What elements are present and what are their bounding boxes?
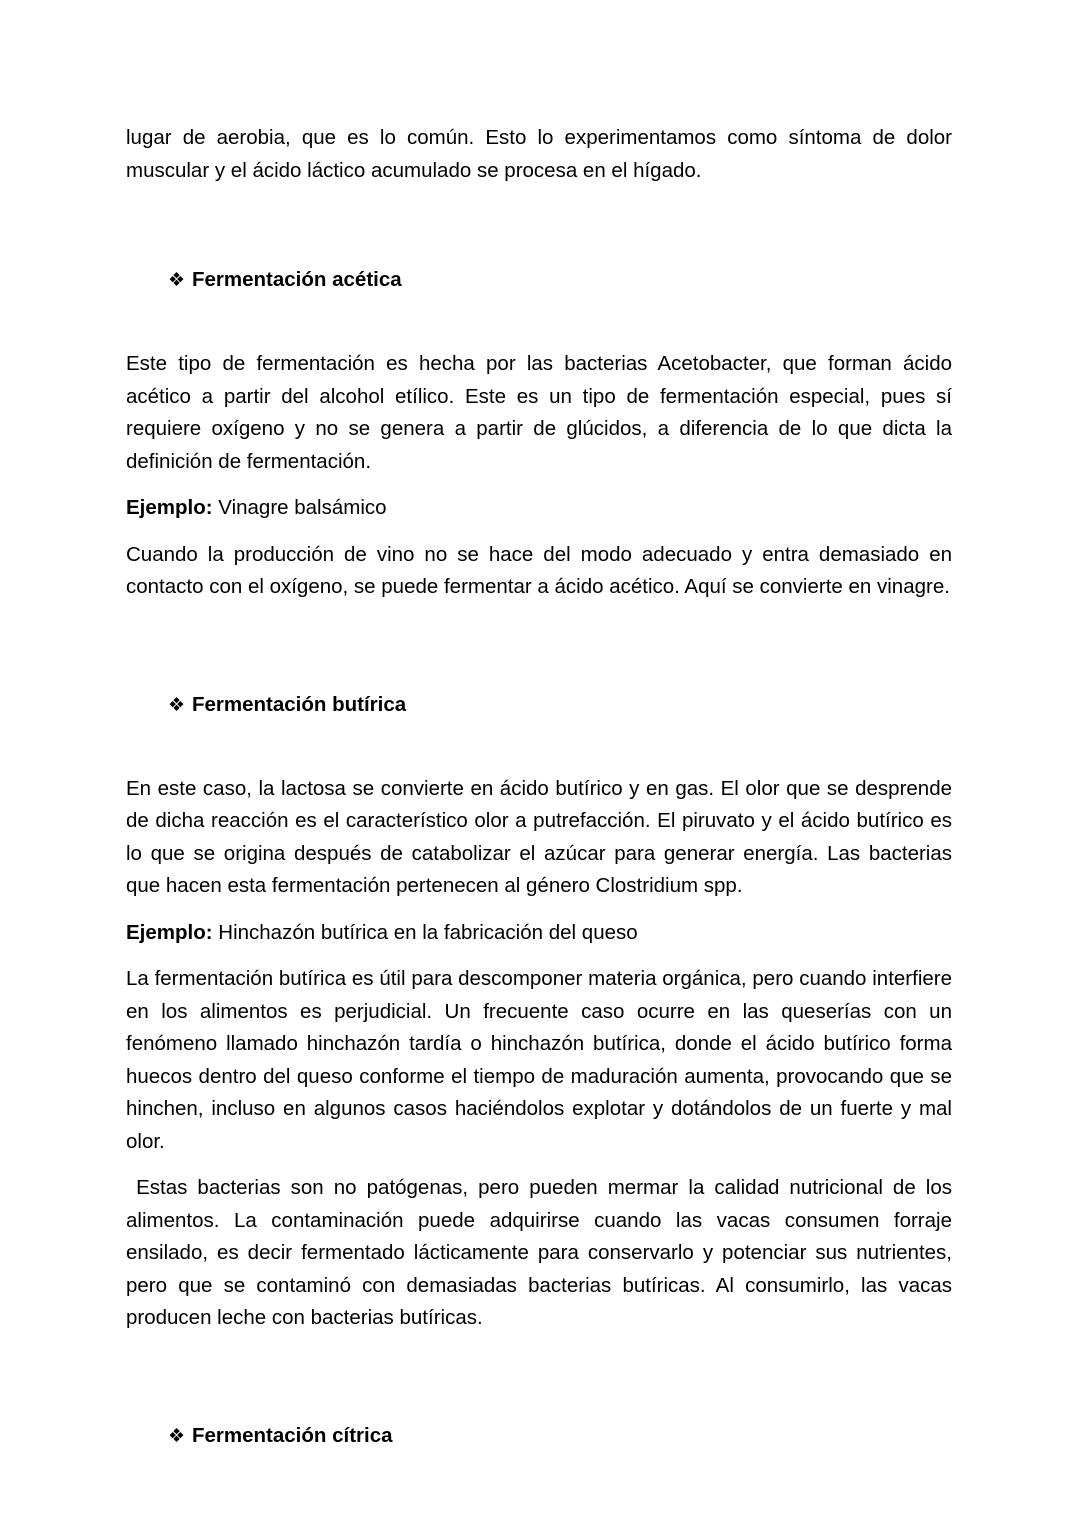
heading-fermentacion-butirica bbox=[126, 690, 952, 721]
spacer bbox=[126, 525, 952, 539]
spacer bbox=[126, 187, 952, 265]
intro-paragraph: lugar de aerobia, que es lo común. Esto lo experimentamos como síntoma de dolor muscular y el ácido láctico acumulado se procesa en el hígado. bbox=[126, 126, 958, 182]
acetica-closing-paragraph: Cuando la producción de vino no se hace del modo adecuado y entra demasiado en contacto con el oxígeno, se puede fermentar a ácido acético. Aquí se convierte en vinagre. bbox=[126, 542, 958, 598]
heading-acetica-label: Fermentación acética bbox=[192, 268, 402, 291]
butirica-paragraph-three: Estas bacterias son no patógenas, pero pueden mermar la calidad nutricional de los alimentos. La contaminación puede adquirirse cuando las vacas consumen forraje ensilado, es decir fermentado lácticamente para conservarlo y potenciar sus nutrientes, pero que se contaminó con demasiadas bacterias butíricas. Al consumirlo, las vacas producen leche con bacterias butíricas. bbox=[126, 1176, 958, 1329]
spacer bbox=[126, 949, 952, 963]
diamond-bullet-icon: ❖ bbox=[168, 270, 186, 291]
spacer bbox=[126, 296, 952, 348]
spacer bbox=[126, 1158, 952, 1172]
ejemplo-label: Ejemplo: bbox=[126, 920, 213, 944]
butirica-paragraph-two: La fermentación butírica es útil para descomponer materia orgánica, pero cuando interfiere en los alimentos es perjudicial. Un frecuente caso ocurre en las queserías con un fenómeno llamado hinchazón tardía o hinchazón butírica, donde el ácido butírico forma huecos dentro del queso conforme el tiempo de maduración aumenta, provocando que se hinchen, incluso en algunos casos haciéndolos explotar y dotándolos de un fuerte y mal olor. bbox=[126, 967, 958, 1153]
butirica-ejemplo-line bbox=[126, 917, 952, 950]
diamond-bullet-icon: ❖ bbox=[168, 1425, 186, 1447]
diamond-bullet-icon: ❖ bbox=[168, 694, 186, 716]
acetica-paragraph: Este tipo de fermentación es hecha por las bacterias Acetobacter, que forman ácido acético a partir del alcohol etílico. Este es un tipo de fermentación especial, pues sí requiere oxígeno y no se genera a partir de glúcidos, a diferencia de lo que dicta la definición de fermentación. bbox=[126, 352, 958, 473]
spacer bbox=[126, 478, 952, 492]
spacer bbox=[126, 903, 952, 917]
spacer bbox=[126, 721, 952, 773]
heading-fermentacion-acetica bbox=[126, 265, 952, 296]
ejemplo-value: Vinagre balsámico bbox=[212, 496, 387, 519]
document-content bbox=[126, 122, 958, 1452]
spacer bbox=[126, 1335, 952, 1421]
heading-citrica-label: Fermentación cítrica bbox=[192, 1423, 393, 1447]
heading-fermentacion-citrica bbox=[126, 1421, 952, 1452]
acetica-ejemplo-line bbox=[126, 492, 952, 525]
ejemplo-label: Ejemplo: bbox=[126, 496, 213, 519]
ejemplo-value: Hinchazón butírica en la fabricación del queso bbox=[212, 920, 638, 944]
spacer bbox=[126, 604, 952, 690]
heading-butirica-label: Fermentación butírica bbox=[192, 692, 407, 716]
butirica-paragraph: En este caso, la lactosa se convierte en ácido butírico y en gas. El olor que se desprende de dicha reacción es el característico olor a putrefacción. El piruvato y el ácido butírico es lo que se origina después de catabolizar el azúcar para generar energía. Las bacterias que hacen esta fermentación pertenecen al género Clostridium spp. bbox=[126, 776, 958, 897]
